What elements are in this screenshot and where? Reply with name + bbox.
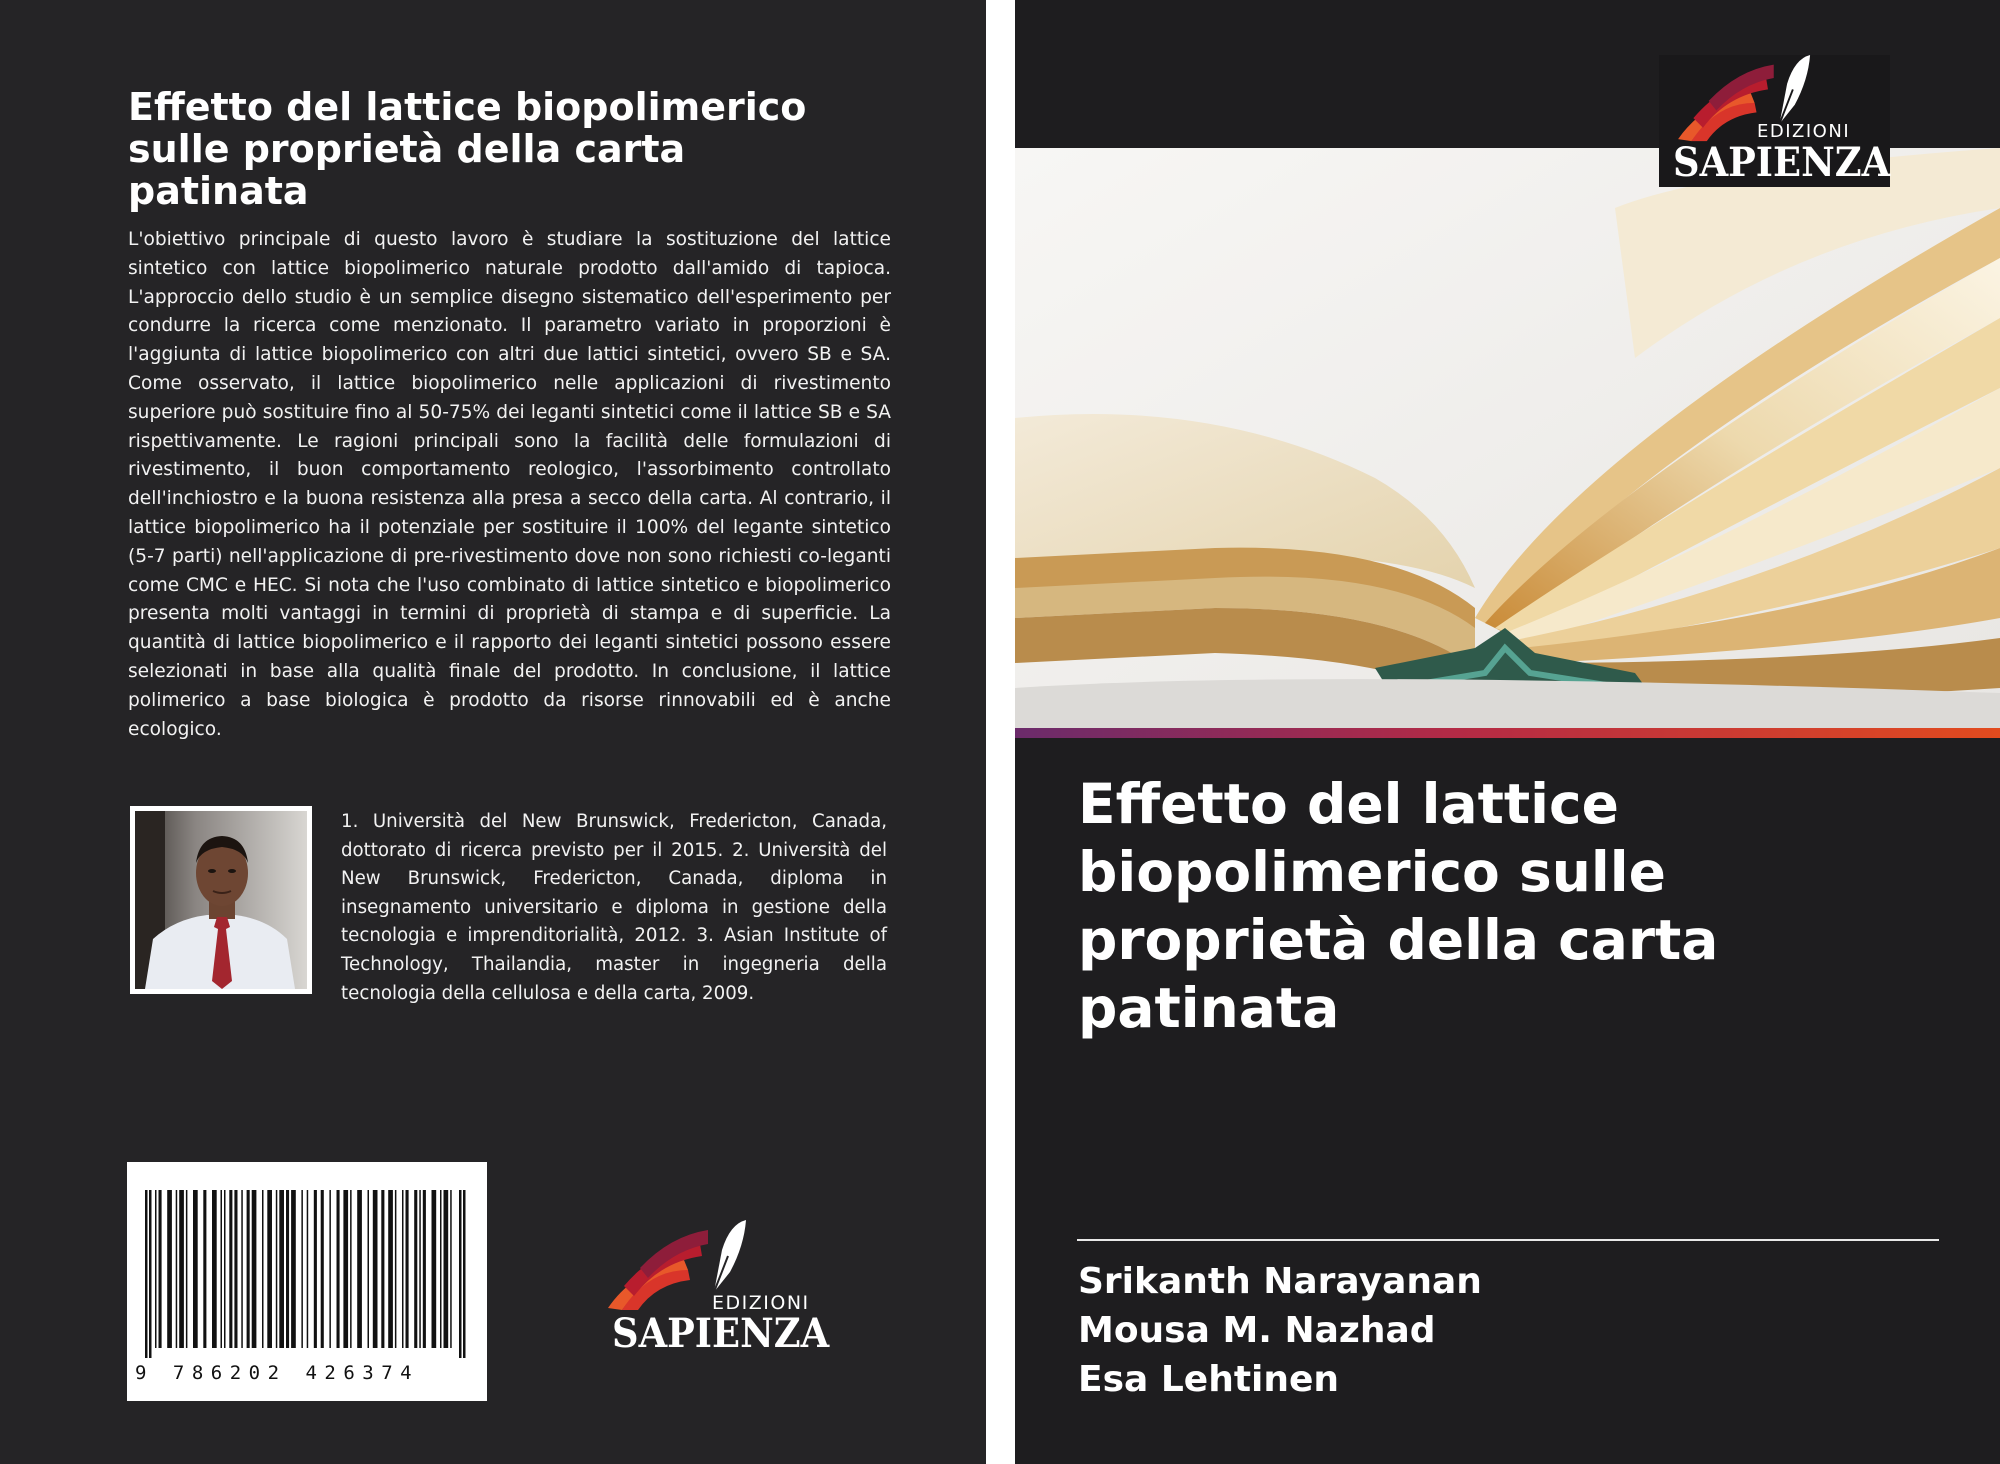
barcode-bar (357, 1190, 362, 1348)
author-name: Esa Lehtinen (1078, 1359, 1340, 1400)
publisher-name: SAPIENZA (1673, 139, 1891, 186)
author-bio-text: 1. Università del New Brunswick, Fredericton, Canada, dottorato di ricerca previsto per il 2015. 2. Università del New Brunswick, Fredericton, Canada, diploma in insegnamento universitario e diploma in gestione della tecnologia e imprenditorialità, 2012. 3. Asian Institute of Technology, Thailandia, master in ingegneria della tecnologia della cellulosa e della carta, 2009. (341, 811, 887, 1004)
barcode-guard-bar (459, 1190, 462, 1358)
author-name: Mousa M. Nazhad (1078, 1310, 1436, 1351)
barcode-bar (155, 1190, 157, 1348)
barcode-bar (388, 1190, 393, 1348)
barcode-bar (423, 1190, 426, 1348)
barcode-guard-bar (463, 1190, 466, 1358)
barcode-bars (137, 1190, 477, 1358)
barcode-bar (395, 1190, 397, 1348)
barcode-bar (267, 1190, 272, 1348)
barcode-bar (286, 1190, 289, 1348)
barcode-bar (167, 1190, 172, 1348)
barcode-bar (176, 1190, 178, 1348)
barcode-bar (343, 1190, 348, 1348)
publisher-name: SAPIENZA (612, 1310, 830, 1357)
front-title-line: biopolimerico sulle (1078, 840, 1666, 904)
isbn-digits: 9 786202 426374 (135, 1362, 420, 1384)
open-book-image (1015, 148, 2000, 728)
barcode-bar (301, 1190, 303, 1348)
barcode-bar (221, 1190, 223, 1348)
publisher-imprint: EDIZIONI (1757, 121, 1851, 142)
front-title-line: proprietà della carta (1078, 908, 1719, 972)
barcode-bar (179, 1190, 184, 1348)
barcode-bar (193, 1190, 198, 1348)
front-cover-title (1078, 770, 1958, 1042)
barcode-bar (381, 1190, 384, 1348)
barcode-bar (337, 1190, 340, 1348)
barcode-bar (241, 1190, 243, 1348)
barcode-bar (252, 1190, 257, 1348)
barcode-bar (444, 1190, 449, 1348)
barcode-bar (234, 1190, 237, 1348)
barcode-bar (276, 1190, 278, 1348)
back-title-line: sulle proprietà della carta (128, 127, 686, 171)
publisher-logo-front (1659, 55, 1890, 187)
barcode-bar (450, 1190, 452, 1348)
barcode-bar (329, 1190, 331, 1348)
barcode-bar (262, 1190, 264, 1348)
barcode-bar (406, 1190, 409, 1348)
publisher-logo-back (604, 1220, 830, 1360)
barcode-bar (321, 1190, 324, 1348)
barcode-bar (307, 1190, 309, 1348)
barcode-bar (402, 1190, 404, 1348)
divider-rule (1077, 1239, 1939, 1241)
author-name: Srikanth Narayanan (1078, 1261, 1482, 1302)
isbn-barcode (127, 1162, 487, 1401)
synopsis-text: L'obiettivo principale di questo lavoro è studiare la sostituzione del lattice sintetico con lattice biopolimerico naturale prodotto dall'amido di tapioca. L'approccio dello studio è un semplice disegno sistematico dell'esperimento per condurre la ricerca come menzionato. Il parametro variato in proporzioni è l'aggiunta di lattice biopolimerico con altri due lattici sintetici, ovvero SB e SA. Come osservato, il lattice biopolimerico nelle applicazioni di rivestimento superiore può sostituire fino al 50-75% dei leganti sintetici come il lattice SB e SA rispettivamente. Le ragioni principali sono la facilità delle formulazioni di rivestimento, il buon comportamento reologico, l'assorbimento controllato dell'inchiostro e la buona resistenza alla presa a secco della carta. Al contrario, il lattice biopolimerico ha il potenziale per sostituire il 100% del legante sintetico (5-7 parti) nell'applicazione di pre-rivestimento dove non sono richiesti co-leganti come CMC e HEC. Si nota che l'uso combinato di lattice sintetico e biopolimerico presenta molti vantaggi in termini di proprietà di stampa e di superficie. La quantità di lattice biopolimerico e il rapporto dei leganti sintetici possono essere selezionati in base alla qualità finale del prodotto. In conclusione, il lattice polimerico a base biologica è prodotto da risorse rinnovabili ed è anche ecologico. (128, 229, 891, 740)
barcode-bar (368, 1190, 370, 1348)
barcode-bar (224, 1190, 226, 1348)
back-cover (0, 0, 986, 1464)
barcode-guard-bar (149, 1190, 152, 1358)
barcode-bar (203, 1190, 206, 1348)
barcode-bar (414, 1190, 417, 1348)
barcode-bar (440, 1190, 442, 1348)
barcode-bar (373, 1190, 378, 1348)
barcode-bar (432, 1190, 437, 1348)
back-title-line: patinata (128, 169, 309, 213)
barcode-guard-bar (145, 1190, 148, 1358)
barcode-bar (279, 1190, 284, 1348)
accent-stripe (1015, 728, 2000, 738)
back-cover-title (128, 86, 888, 212)
author-portrait-image (135, 811, 307, 989)
barcode-bar (291, 1190, 296, 1348)
publisher-logo-front-box (1659, 55, 1890, 187)
author-photo (130, 806, 312, 994)
front-cover (1015, 0, 2000, 1464)
barcode-bar (212, 1190, 217, 1348)
barcode-bar (350, 1190, 352, 1348)
barcode-bar (159, 1190, 162, 1348)
barcode-bar (419, 1190, 421, 1348)
front-title-line: patinata (1078, 976, 1340, 1040)
back-title-line: Effetto del lattice biopolimerico (128, 85, 807, 129)
barcode-bar (186, 1190, 188, 1348)
barcode-bar (229, 1190, 232, 1348)
open-book-illustration (1015, 148, 2000, 728)
author-list (1078, 1257, 1482, 1404)
barcode-bar (247, 1190, 250, 1348)
publisher-imprint: EDIZIONI (712, 1292, 810, 1314)
front-title-line: Effetto del lattice (1078, 772, 1619, 836)
barcode-bar (314, 1190, 317, 1348)
